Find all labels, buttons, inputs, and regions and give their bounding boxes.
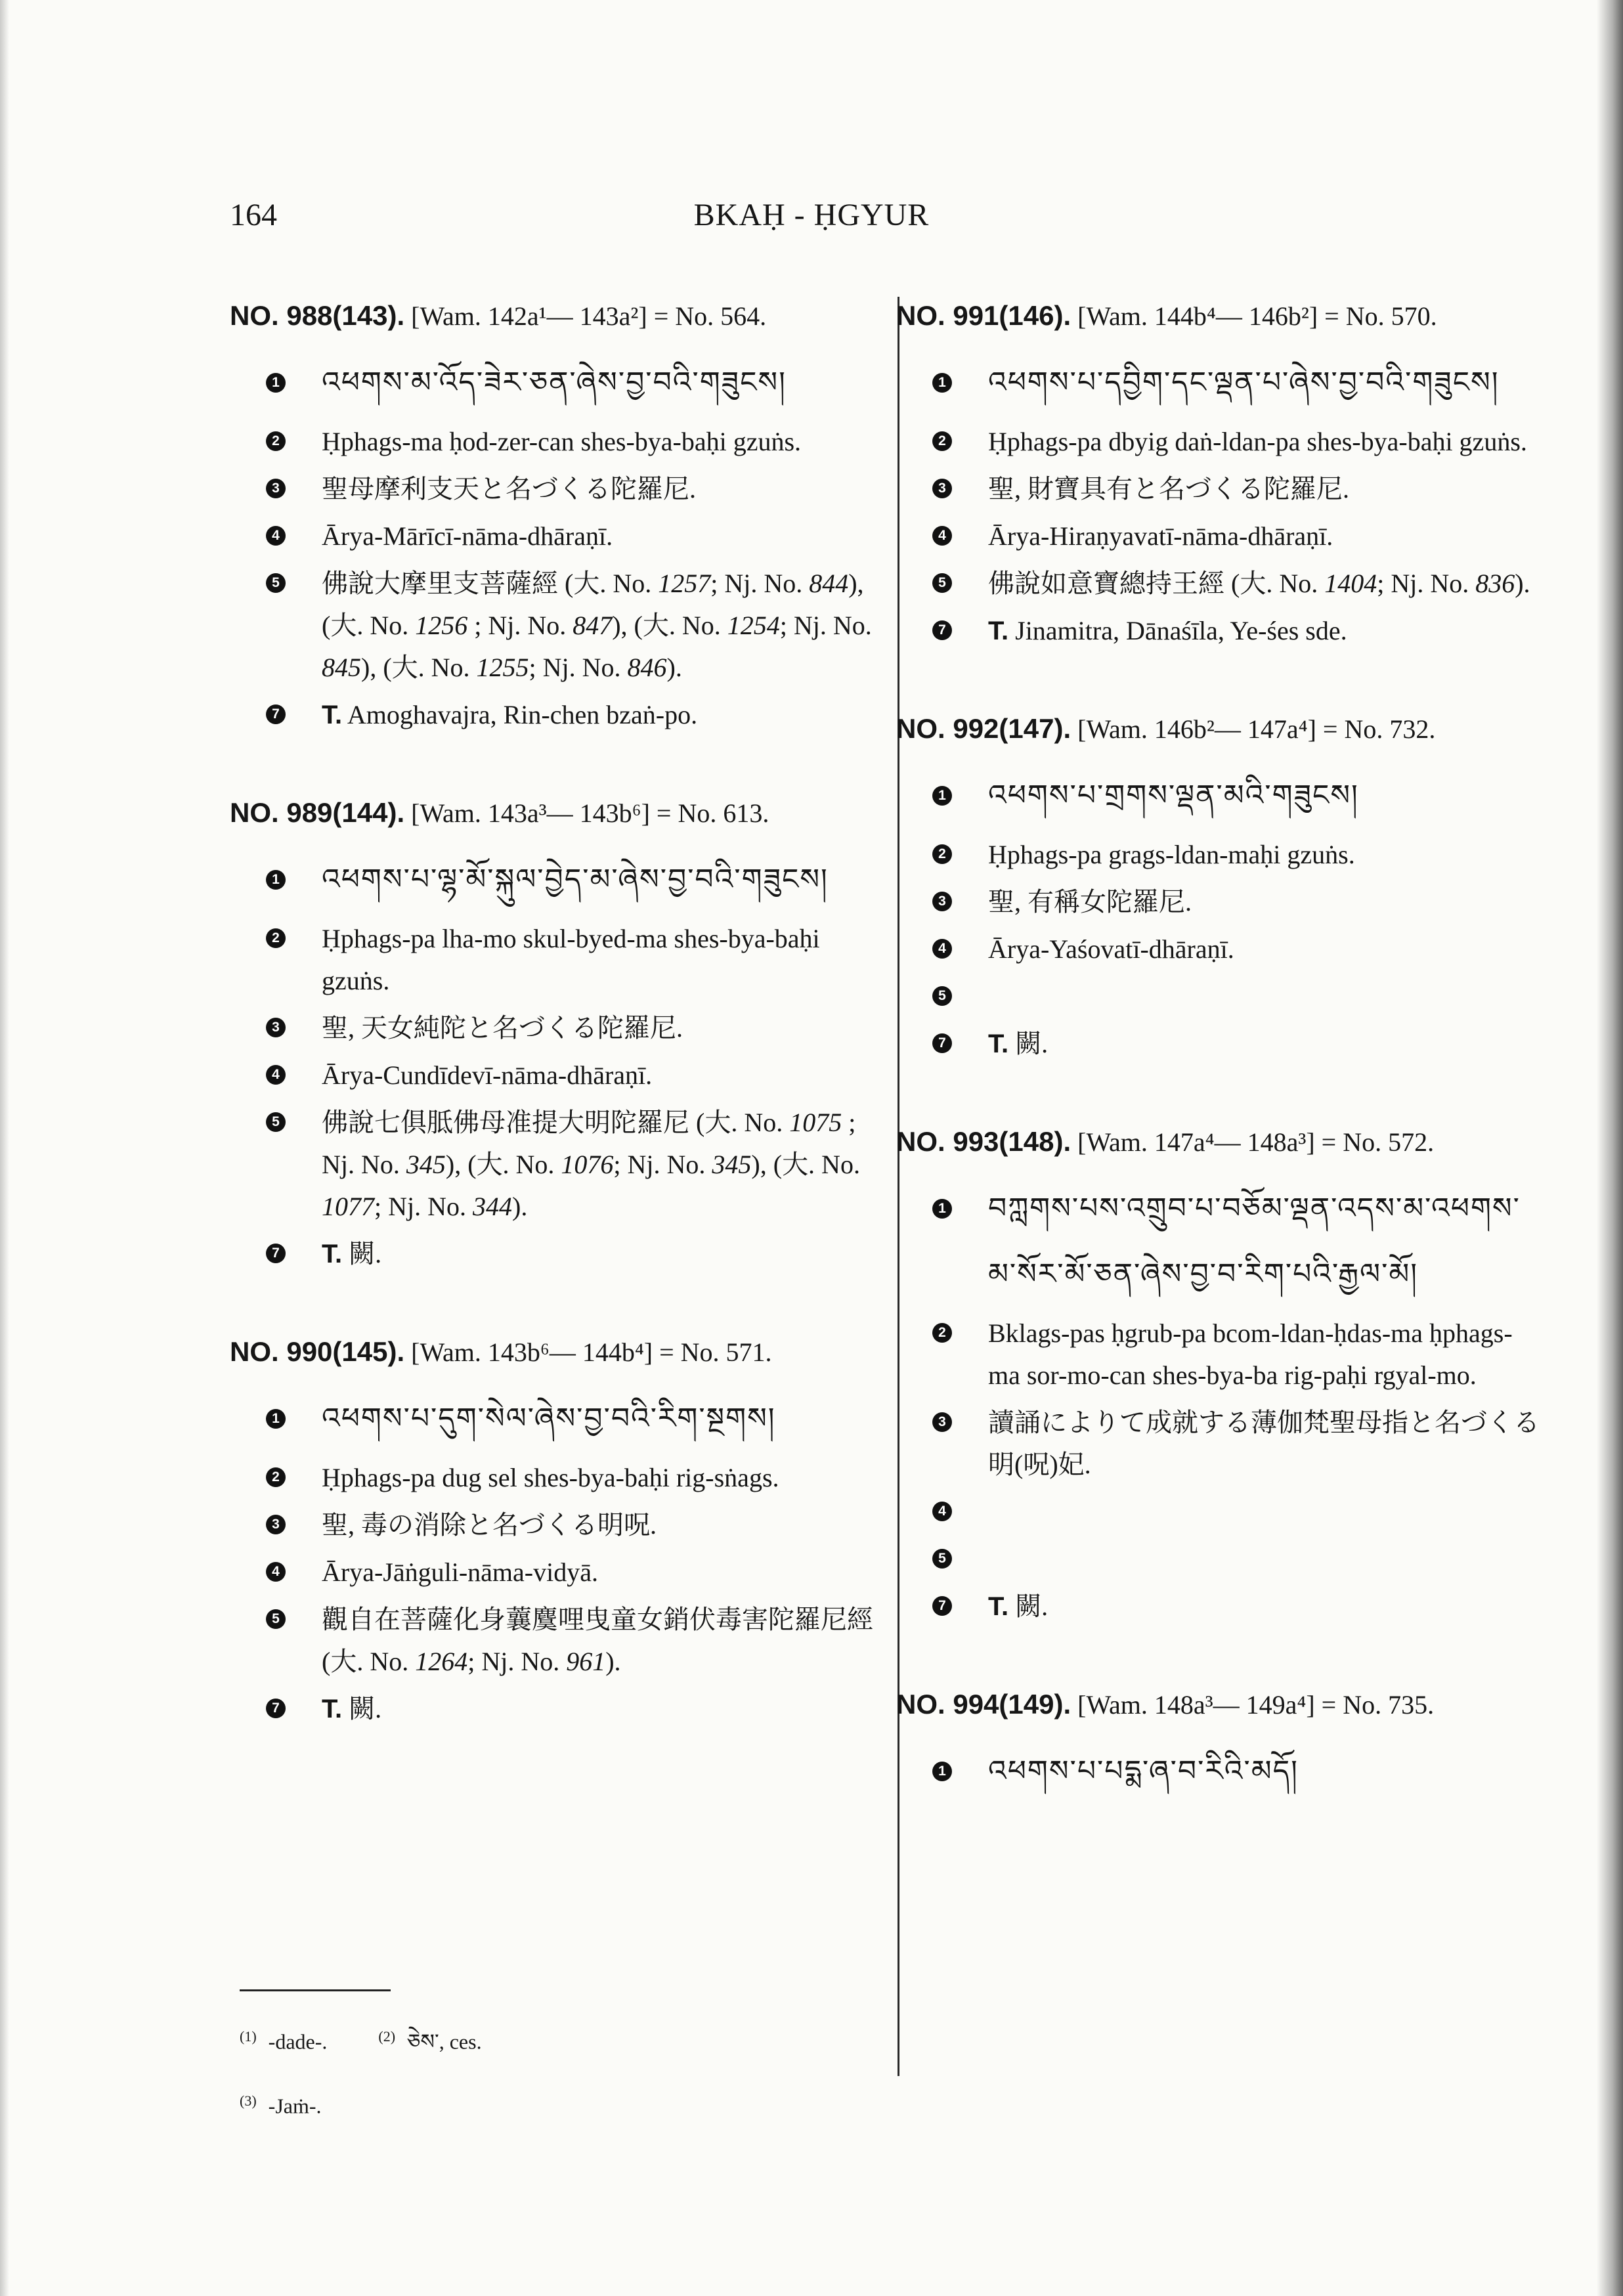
catalog-entry <box>896 294 1540 652</box>
entry-ref: (145). <box>332 1336 405 1367</box>
entry-heading <box>896 707 1540 751</box>
wam-reference: [Wam. 143b⁶— 144b⁴] = No. 571. <box>411 1337 772 1367</box>
field-marker: 7 <box>932 620 952 640</box>
field-marker: 5 <box>266 573 286 593</box>
catalog-entry <box>230 1330 876 1730</box>
entry-heading <box>896 1683 1540 1727</box>
field-marker: 3 <box>266 1515 286 1534</box>
field-text: 聖, 天女純陀と名づくる陀羅尼. <box>322 1013 683 1043</box>
field-marker: 7 <box>266 1699 286 1718</box>
field-5 <box>896 976 1540 1018</box>
field-marker: 2 <box>932 1323 952 1343</box>
field-marker: 5 <box>932 1549 952 1569</box>
wam-reference: [Wam. 147a⁴— 148a³] = No. 572. <box>1077 1127 1435 1157</box>
scan-shadow-right <box>1597 0 1623 2296</box>
footnote-text: -Jaṁ-. <box>268 2094 322 2118</box>
field-3 <box>230 1007 876 1049</box>
field-text: 佛說大摩里支菩薩經 (大. No. 1257; Nj. No. 844), (大. No. 1256 ; Nj. No. 847), (大. No. 1254; Nj. No. 845), (大. No. 1255; Nj. No. 846). <box>322 569 872 682</box>
footnote-row <box>240 2071 870 2136</box>
field-text: Ārya-Hiraṇyavatī-nāma-dhāraṇī. <box>988 521 1333 551</box>
field-marker: 2 <box>266 431 286 451</box>
field-4 <box>896 928 1540 970</box>
entry-ref: (149). <box>999 1689 1071 1720</box>
field-text: Ḥphags-pa grags-ldan-maḥi gzuṅs. <box>988 840 1355 869</box>
field-text: 讀誦によりて成就する薄伽梵聖母指と名づくる明(呪)妃. <box>988 1408 1540 1479</box>
footnote-1 <box>240 2007 327 2071</box>
right-column <box>896 294 1540 1859</box>
field-marker: 4 <box>266 526 286 546</box>
field-text <box>988 1586 1540 1628</box>
footnote-text: ཅེས་, ces. <box>407 2029 482 2054</box>
tibetan-title: འཕགས་པ་དབྱིག་དང་ལྡན་པ་ཞེས་བྱ་བའི་གཟུངས། <box>988 366 1500 399</box>
translator-names: 闕. <box>1015 1029 1049 1058</box>
footnote-rule <box>240 1989 391 1991</box>
field-marker: 1 <box>932 1199 952 1219</box>
field-5 <box>230 1599 876 1683</box>
catalog-entry <box>896 707 1540 1065</box>
field-3 <box>230 1504 876 1546</box>
field-text: Ḥphags-pa lha-mo skul-byed-ma shes-bya-baḥi gzuṅs. <box>322 924 820 995</box>
entry-number: NO. 992 <box>896 713 999 744</box>
catalog-entry <box>230 791 876 1275</box>
field-1 <box>230 1386 876 1452</box>
field-4 <box>896 1491 1540 1533</box>
field-marker: 1 <box>266 870 286 890</box>
footnote-2 <box>378 2007 481 2071</box>
field-marker: 3 <box>266 479 286 498</box>
field-5 <box>896 563 1540 605</box>
page-number: 164 <box>230 198 277 232</box>
field-1 <box>896 1176 1540 1307</box>
field-2 <box>230 1457 876 1499</box>
field-3 <box>896 1402 1540 1486</box>
field-text <box>322 694 876 736</box>
translator-names: 闕. <box>349 1694 382 1723</box>
field-7 <box>896 1023 1540 1065</box>
field-1 <box>230 350 876 416</box>
field-text: 聖, 毒の消除と名づくる明呪. <box>322 1510 657 1540</box>
field-marker: 2 <box>932 431 952 451</box>
field-text: 觀自在菩薩化身蘘麌哩曳童女銷伏毒害陀羅尼經 (大. No. 1264; Nj. No. 961). <box>322 1605 873 1676</box>
entry-ref: (144). <box>332 797 405 828</box>
entry-heading <box>230 294 876 338</box>
catalog-entry <box>230 294 876 736</box>
field-7 <box>896 610 1540 652</box>
field-marker: 1 <box>266 1409 286 1429</box>
field-marker: 2 <box>266 928 286 948</box>
field-1 <box>896 763 1540 829</box>
tibetan-title: འཕགས་མ་འོད་ཟེར་ཅན་ཞེས་བྱ་བའི་གཟུངས། <box>322 366 787 399</box>
field-text: Ḥphags-pa dbyig daṅ-ldan-pa shes-bya-baḥi gzuṅs. <box>988 427 1527 456</box>
tibetan-title: འཕགས་པ་དུག་སེལ་ཞེས་བྱ་བའི་རིག་སྔགས། <box>322 1402 776 1435</box>
field-text: Ḥphags-ma ḥod-zer-can shes-bya-baḥi gzuṅs. <box>322 427 802 456</box>
field-text: 佛說如意寶總持王經 (大. No. 1404; Nj. No. 836). <box>988 569 1530 598</box>
entry-heading <box>230 791 876 835</box>
translator-label: T. <box>322 701 343 729</box>
field-marker: 5 <box>266 1112 286 1132</box>
field-4 <box>230 515 876 557</box>
field-marker: 4 <box>932 526 952 546</box>
field-marker: 3 <box>932 1412 952 1432</box>
field-1 <box>230 847 876 913</box>
entry-ref: (143). <box>332 300 405 331</box>
field-text: Bklags-pas ḥgrub-pa bcom-ldan-ḥdas-ma ḥphags-ma sor-mo-can shes-bya-ba rig-paḥi rgyal-mo. <box>988 1318 1513 1390</box>
field-marker: 5 <box>932 573 952 593</box>
tibetan-title: འཕགས་པ་པདྨ་ཞ་བ་རིའི་མདོ། <box>988 1754 1299 1788</box>
field-4 <box>230 1054 876 1096</box>
field-3 <box>896 881 1540 923</box>
footnotes <box>240 1989 870 2135</box>
catalog-entry <box>896 1683 1540 1804</box>
field-text: Ārya-Mārīcī-nāma-dhāraṇī. <box>322 521 613 551</box>
field-marker: 2 <box>266 1467 286 1487</box>
field-text: Ḥphags-pa dug sel shes-bya-baḥi rig-sṅags. <box>322 1463 779 1492</box>
field-2 <box>896 834 1540 876</box>
entry-heading <box>230 1330 876 1374</box>
tibetan-title: འཕགས་པ་གྲགས་ལྡན་མའི་གཟུངས། <box>988 779 1359 812</box>
field-4 <box>896 515 1540 557</box>
translator-label: T. <box>988 1029 1009 1058</box>
footnote-row <box>240 2007 870 2071</box>
tibetan-title: བཀླགས་པས་འགྲུབ་པ་བཅོམ་ལྡན་འདས་མ་འཕགས་མ་སོར་མོ་ཅན་ཞེས་བྱ་བ་རིག་པའི་རྒྱལ་མོ། <box>988 1192 1521 1291</box>
entry-heading <box>896 294 1540 338</box>
entry-ref: (147). <box>999 713 1071 744</box>
footnote-mark: (3) <box>240 2092 257 2109</box>
field-marker: 1 <box>932 786 952 806</box>
field-text: Ārya-Yaśovatī-dhāraṇī. <box>988 934 1234 964</box>
footnote-mark: (1) <box>240 2028 257 2045</box>
field-5 <box>230 563 876 689</box>
field-marker: 7 <box>266 1244 286 1263</box>
field-7 <box>230 1233 876 1275</box>
translator-label: T. <box>322 1240 343 1268</box>
field-text <box>322 1233 876 1275</box>
tibetan-title: འཕགས་པ་ལྷ་མོ་སྐུལ་བྱེད་མ་ཞེས་བྱ་བའི་གཟུངས། <box>322 863 829 896</box>
field-marker: 4 <box>932 939 952 959</box>
translator-label: T. <box>322 1695 343 1723</box>
field-5 <box>230 1102 876 1228</box>
field-2 <box>230 918 876 1002</box>
field-marker: 7 <box>266 704 286 724</box>
translator-names: Jinamitra, Dānaśīla, Ye-śes sde. <box>1015 616 1347 645</box>
running-head: BKAḤ - ḤGYUR <box>693 198 930 232</box>
entry-number: NO. 994 <box>896 1689 999 1720</box>
entry-number: NO. 988 <box>230 300 333 331</box>
translator-label: T. <box>988 1592 1009 1621</box>
entry-heading <box>896 1120 1540 1164</box>
entry-ref: (146). <box>999 300 1071 331</box>
scan-shadow-left <box>0 0 9 2296</box>
field-marker: 7 <box>932 1033 952 1053</box>
wam-reference: [Wam. 146b²— 147a⁴] = No. 732. <box>1077 714 1436 744</box>
field-text: 聖, 有稱女陀羅尼. <box>988 887 1192 917</box>
translator-names: 闕. <box>349 1239 382 1268</box>
field-5 <box>896 1538 1540 1580</box>
footnote-mark: (2) <box>378 2028 396 2045</box>
field-marker: 5 <box>266 1609 286 1629</box>
field-marker: 4 <box>932 1502 952 1521</box>
field-marker: 1 <box>932 373 952 393</box>
field-2 <box>896 421 1540 463</box>
entry-ref: (148). <box>999 1126 1071 1157</box>
field-marker: 1 <box>266 373 286 393</box>
translator-names: Amoghavajra, Rin-chen bzaṅ-po. <box>347 700 698 729</box>
field-2 <box>896 1312 1540 1397</box>
field-marker: 3 <box>932 479 952 498</box>
field-marker: 3 <box>266 1018 286 1037</box>
field-7 <box>230 1688 876 1730</box>
field-3 <box>230 468 876 510</box>
translator-names: 闕. <box>1015 1592 1049 1621</box>
entry-number: NO. 989 <box>230 797 333 828</box>
footnote-3 <box>240 2071 322 2136</box>
entry-number: NO. 993 <box>896 1126 999 1157</box>
field-marker: 4 <box>266 1065 286 1085</box>
wam-reference: [Wam. 142a¹— 143a²] = No. 564. <box>411 301 767 331</box>
wam-reference: [Wam. 144b⁴— 146b²] = No. 570. <box>1077 301 1437 331</box>
field-text: 聖, 財寶具有と名づくる陀羅尼. <box>988 474 1349 504</box>
field-text: Ārya-Jāṅguli-nāma-vidyā. <box>322 1557 598 1587</box>
field-marker: 4 <box>266 1562 286 1582</box>
field-2 <box>230 421 876 463</box>
field-3 <box>896 468 1540 510</box>
field-text: 佛說七俱胝佛母准提大明陀羅尼 (大. No. 1075 ; Nj. No. 345), (大. No. 1076; Nj. No. 345), (大. No. 1077; Nj. No. 344). <box>322 1108 860 1221</box>
field-1 <box>896 1739 1540 1804</box>
field-7 <box>896 1586 1540 1628</box>
field-7 <box>230 694 876 736</box>
wam-reference: [Wam. 148a³— 149a⁴] = No. 735. <box>1077 1690 1435 1720</box>
field-4 <box>230 1551 876 1593</box>
footnote-text: -dade-. <box>268 2029 328 2054</box>
field-marker: 5 <box>932 986 952 1006</box>
left-column <box>230 294 876 1785</box>
translator-label: T. <box>988 617 1009 645</box>
wam-reference: [Wam. 143a³— 143b⁶] = No. 613. <box>411 798 769 828</box>
field-text <box>988 610 1540 652</box>
field-text <box>988 1023 1540 1065</box>
field-1 <box>896 350 1540 416</box>
field-marker: 7 <box>932 1596 952 1616</box>
entry-number: NO. 990 <box>230 1336 333 1367</box>
entry-number: NO. 991 <box>896 300 999 331</box>
field-marker: 1 <box>932 1762 952 1781</box>
field-text: Ārya-Cundīdevī-nāma-dhāraṇī. <box>322 1060 653 1090</box>
catalog-entry <box>896 1120 1540 1628</box>
field-text: 聖母摩利支天と名づくる陀羅尼. <box>322 474 696 504</box>
field-text <box>322 1688 876 1730</box>
field-marker: 3 <box>932 892 952 911</box>
field-marker: 2 <box>932 844 952 864</box>
